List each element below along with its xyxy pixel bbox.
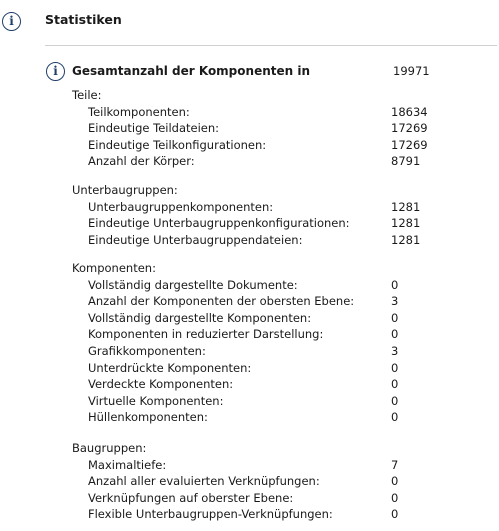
stat-value: 0 [391,327,399,342]
stat-label: Verdeckte Komponenten: [88,377,234,392]
stat-label: Eindeutige Teilkonfigurationen: [88,137,267,152]
total-value: 19971 [393,64,430,78]
stat-row [72,490,492,507]
page-title: Statistiken [45,12,122,27]
stat-label: Unterdrückte Komponenten: [88,360,252,375]
stat-row [72,343,492,360]
stat-row [72,326,492,343]
divider [45,45,497,46]
stat-value: 8791 [391,154,421,169]
stat-row [72,232,492,249]
stat-value: 7 [391,457,399,472]
stat-label: Vollständig dargestellte Komponenten: [88,310,312,325]
stat-row [72,393,492,410]
stat-value: 0 [391,507,399,522]
stat-row [72,506,492,523]
stat-row [72,310,492,327]
stat-row [72,473,492,490]
stat-label: Vollständig dargestellte Dokumente: [88,277,298,292]
stat-value: 0 [391,360,399,375]
section-title-parts: Teile: [72,88,102,102]
stat-value: 17269 [391,137,428,152]
stat-row [72,293,492,310]
stat-label: Eindeutige Teildateien: [88,121,220,136]
section-parts [72,87,492,170]
stat-row [72,137,492,154]
stat-row [72,120,492,137]
stat-row [72,457,492,474]
stat-value: 1281 [391,232,421,247]
stat-value: 0 [391,277,399,292]
stat-value: 1281 [391,199,421,214]
stat-label: Anzahl aller evaluierten Verknüpfungen: [88,474,320,489]
stat-value: 3 [391,343,399,358]
stat-label: Anzahl der Körper: [88,154,195,169]
stat-label: Grafikkomponenten: [88,343,206,358]
stat-label: Flexible Unterbaugruppen-Verknüpfungen: [88,507,333,522]
stat-value: 0 [391,410,399,425]
stat-row [72,277,492,294]
stat-label: Teilkomponenten: [88,104,190,119]
stat-row [72,104,492,121]
stat-label: Eindeutige Unterbaugruppenkonfigurationen: [88,216,350,231]
stat-row [72,409,492,426]
stat-row [72,199,492,216]
stat-value: 1281 [391,216,421,231]
section-title-subassemblies: Unterbaugruppen: [72,183,178,197]
stat-value: 0 [391,474,399,489]
stat-row [72,376,492,393]
stat-value: 18634 [391,104,428,119]
section-title-assemblies: Baugruppen: [72,441,147,455]
stat-label: Komponenten in reduzierter Darstellung: [88,327,324,342]
stat-value: 0 [391,310,399,325]
stat-label: Hüllenkomponenten: [88,410,208,425]
stat-value: 17269 [391,121,428,136]
section-title-components: Komponenten: [72,261,156,275]
section-assemblies [72,440,492,523]
stat-row [72,153,492,170]
section-subassemblies [72,182,492,248]
stat-label: Verknüpfungen auf oberster Ebene: [88,490,294,505]
stat-label: Eindeutige Unterbaugruppendateien: [88,232,303,247]
total-label: Gesamtanzahl der Komponenten in [72,64,310,78]
total-info-icon: i [46,62,65,81]
stat-label: Anzahl der Komponenten der obersten Ebene: [88,294,355,309]
stat-value: 0 [391,393,399,408]
stat-row [72,215,492,232]
info-icon: i [2,12,21,31]
stat-label: Virtuelle Komponenten: [88,393,224,408]
stat-row [72,360,492,377]
stat-value: 0 [391,377,399,392]
stat-label: Maximaltiefe: [88,457,167,472]
stat-value: 3 [391,294,399,309]
stat-label: Unterbaugruppenkomponenten: [88,199,274,214]
section-components [72,260,492,426]
stat-value: 0 [391,490,399,505]
